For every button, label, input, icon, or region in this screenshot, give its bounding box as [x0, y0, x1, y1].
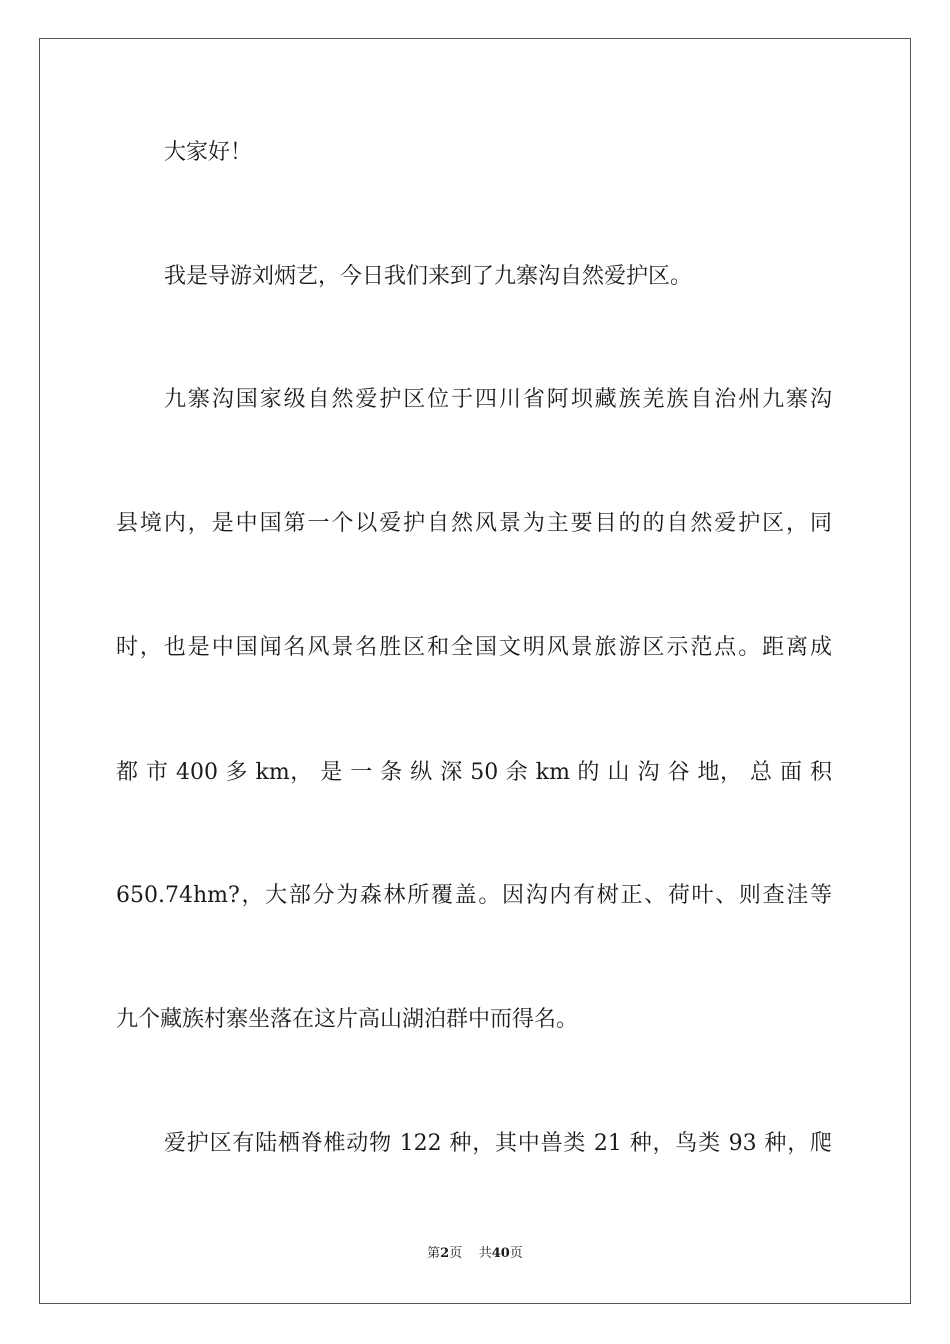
page-footer — [0, 1245, 950, 1263]
greeting-line: 大家好！ — [164, 140, 253, 165]
paragraph-line: 九个藏族村寨坐落在这片高山湖泊群中而得名。 — [116, 1007, 579, 1032]
paragraph-line: 县境内，是中国第一个以爱护自然风景为主要目的的自然爱护区，同 — [116, 511, 832, 536]
paragraph-line: 爱护区有陆栖脊椎动物 122 种，其中兽类 21 种，鸟类 93 种，爬 — [164, 1131, 832, 1156]
paragraph-line: 650.74hm?，大部分为森林所覆盖。因沟内有树正、荷叶、则查洼等 — [116, 883, 832, 908]
paragraph-line: 九寨沟国家级自然爱护区位于四川省阿坝藏族羌族自治州九寨沟 — [164, 387, 832, 412]
footer-total-prefix: 共 — [478, 1246, 492, 1261]
page-border — [39, 38, 911, 1304]
footer-page-suffix: 页 — [449, 1246, 463, 1261]
paragraph-line: 我是导游刘炳艺，今日我们来到了九寨沟自然爱护区。 — [164, 264, 693, 289]
footer-total-suffix: 页 — [509, 1246, 523, 1261]
paragraph-line: 时，也是中国闻名风景名胜区和全国文明风景旅游区示范点。距离成 — [116, 635, 832, 660]
footer-page-current: 2 — [440, 1246, 450, 1261]
footer-page-prefix: 第 — [427, 1246, 441, 1261]
paragraph-line: 都 市 400 多 km， 是 一 条 纵 深 50 余 km 的 山 沟 谷 地， 总 面 积 — [116, 760, 832, 785]
footer-page-total: 40 — [491, 1246, 510, 1261]
